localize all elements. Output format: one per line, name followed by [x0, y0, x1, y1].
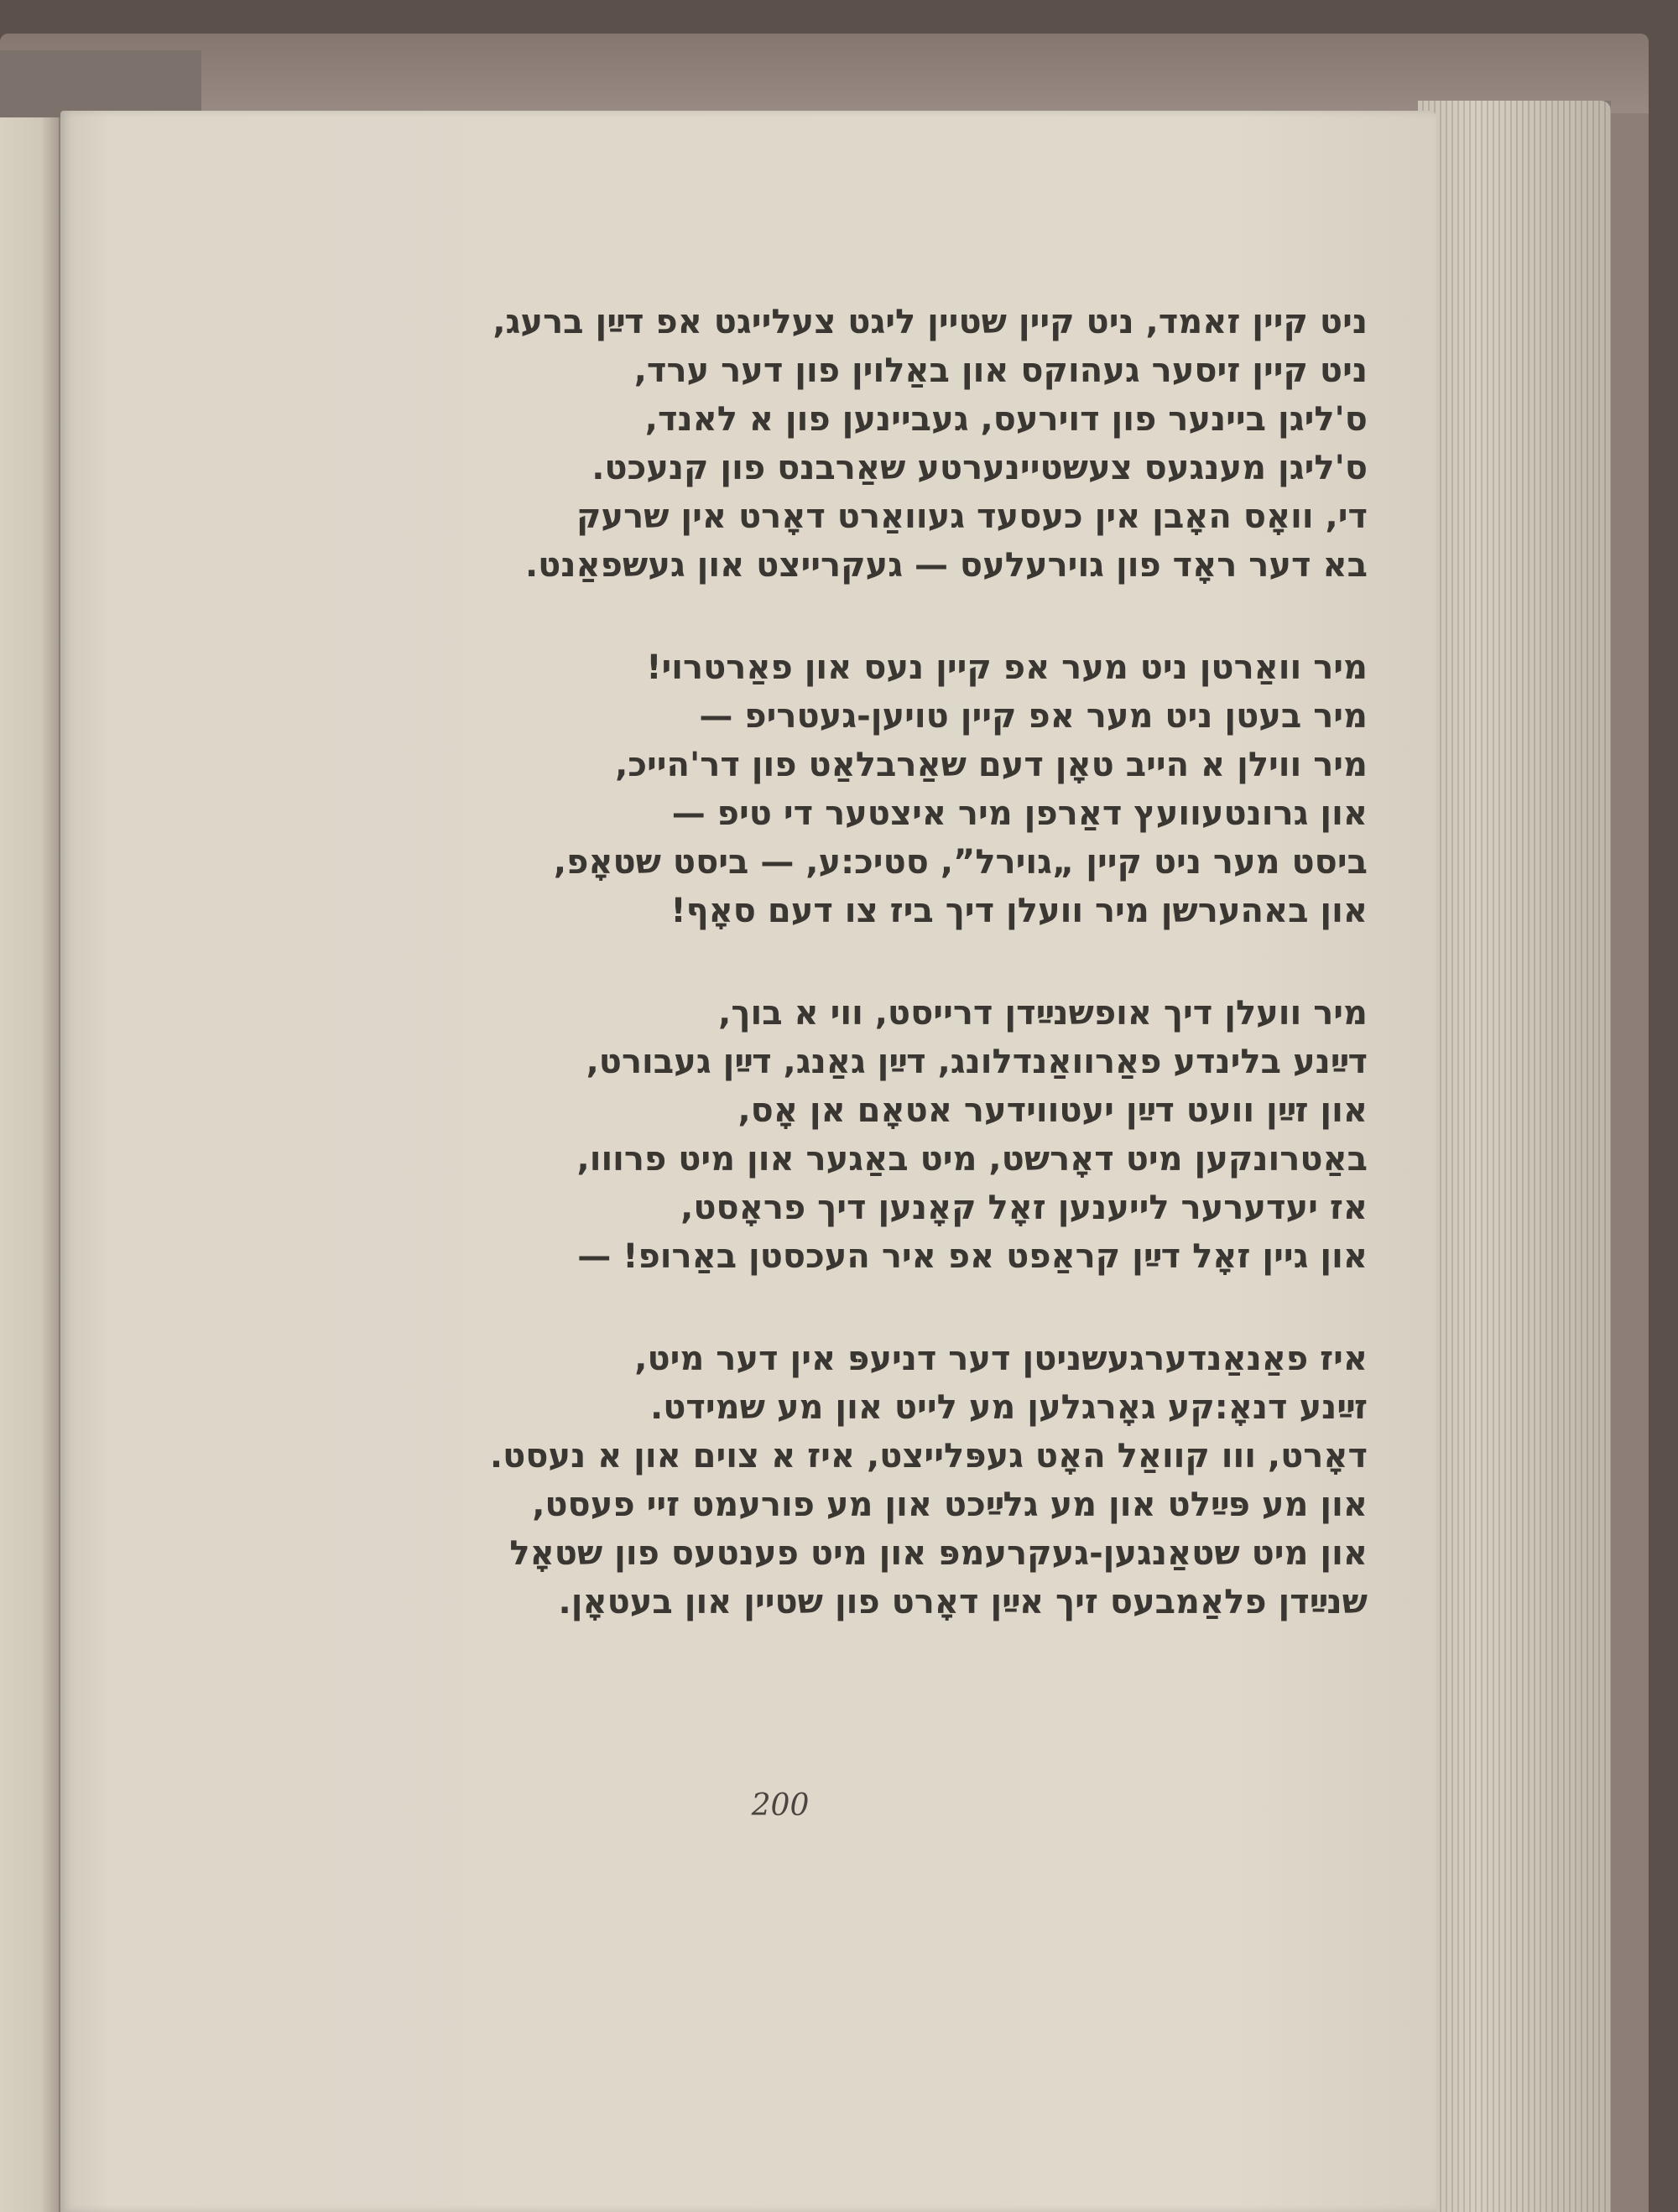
poem-line: דײַנע בלינדע פאַרוואַנדלונג, דײַן גאַנג, דײַן געבורט,: [586, 1043, 1368, 1081]
poem-line: די, וואָס האָבן אין כעסעד געוואַרט דאָרט אין שרעק: [576, 497, 1368, 536]
poem-line: ס'ליגן מענגעס צעשטיינערטע שאַרבנס פון קנעכט.: [591, 449, 1368, 487]
page-number: 200: [751, 1788, 810, 1823]
book-cover-top-edge: [0, 34, 1649, 113]
stanza-1: [310, 298, 1368, 590]
poem-line: און מיט שטאַנגען-געקרעמפּ און מיט פענטעס פון שטאָל: [509, 1534, 1368, 1573]
page-edges-shade: [1418, 101, 1611, 2212]
stanza-2: [310, 643, 1368, 935]
poem-line: ניט קיין זיסער געהוקס און באַלוין פון דער ערד,: [633, 351, 1368, 390]
poem-line: און גיין זאָל דײַן קראַפט אפ איר העכסטן באַרופ! —: [577, 1237, 1368, 1276]
poem-line: באַטרונקען מיט דאָרשט, מיט באַגער און מיט פרווו,: [576, 1140, 1368, 1179]
poem-line: ביסט מער ניט קיין „גוירל”, סטיכ:ע, — ביסט שטאָפ,: [553, 843, 1368, 882]
stanza-3: [310, 989, 1368, 1281]
poem-line: זײַנע דנאָ:קע גאָרגלען מע לייט און מע שמידט.: [650, 1388, 1368, 1427]
poem-line: און מע פּײַלט און מע גלײַכט און מע פורעמט זיי פעסט,: [532, 1486, 1368, 1524]
poem-line: ס'ליגן ביינער פון דוירעס, געביינען פון א לאנד,: [644, 400, 1368, 439]
poem-line: מיר וואַרטן ניט מער אפ קיין נעס און פאַרטרוי!: [646, 648, 1368, 687]
poem-line: מיר בעטן ניט מער אפ קיין טויען-געטריפ —: [699, 697, 1368, 736]
poem-text: [310, 298, 1368, 1680]
poem-line: און זײַן וועט דײַן יעטווידער אטאָם אן אָס,: [737, 1091, 1368, 1130]
book-spine-edge: [0, 50, 201, 117]
poem-line: און באהערשן מיר וועלן דיך ביז צו דעם סאָף!: [670, 892, 1368, 930]
poem-line: מיר ווילן א הייב טאָן דעם שאַרבלאַט פון דר'הייכ,: [615, 746, 1368, 784]
poem-line: בא דער ראָד פון גוירעלעס — געקרייצט און געשפאַנט.: [524, 546, 1368, 585]
poem-line: דאָרט, ווו קוואַל האָט געפּלייצט, איז א צוים און א נעסט.: [489, 1437, 1368, 1476]
poem-line: מיר וועלן דיך אופשנײַדן דרייסט, ווי א בוך,: [718, 994, 1368, 1033]
poem-line: איז פאַנאַנדערגעשניטן דער דניעפּ אין דער מיט,: [634, 1340, 1368, 1378]
poem-line: שנײַדן פלאַמבעס זיך אײַן דאָרט פון שטיין און בעטאָן.: [558, 1583, 1368, 1621]
poem-line: אז יעדערער לייענען זאָל קאָנען דיך פראָסט,: [680, 1189, 1368, 1227]
poem-line: ניט קיין זאמד, ניט קיין שטיין ליגט צעלייגט אפ דײַן ברעג,: [492, 303, 1368, 341]
left-page-edge: [0, 117, 59, 2212]
stanza-4: [310, 1335, 1368, 1626]
poem-line: און גרונטעוועץ דאַרפן מיר איצטער די טיפ —: [671, 794, 1368, 833]
